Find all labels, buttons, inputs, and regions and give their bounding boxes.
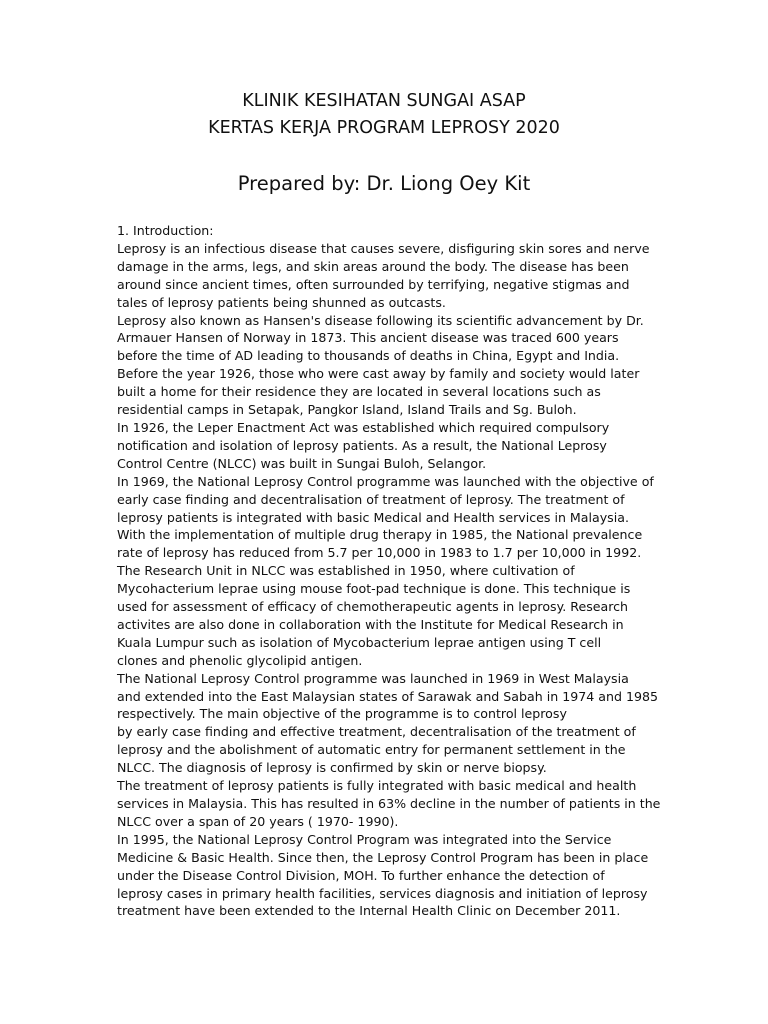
prepared-by: Prepared by: Dr. Liong Oey Kit — [237, 172, 531, 195]
text-line: In 1995, the National Leprosy Control Program was integrated into the Service — [117, 831, 612, 847]
text-line: early case finding and decentralisation of treatment of leprosy. The treatment of — [117, 491, 625, 507]
text-line: Leprosy also known as Hansen's disease following its scientific advancement by Dr. — [117, 312, 644, 328]
text-line: damage in the arms, legs, and skin areas around the body. The disease has been — [117, 258, 629, 274]
text-line: notification and isolation of leprosy patients. As a result, the National Leprosy — [117, 437, 607, 453]
text-line: by early case finding and effective treatment, decentralisation of the treatment of — [117, 724, 636, 740]
text-line: Before the year 1926, those who were cast away by family and society would later — [117, 366, 640, 382]
text-line: NLCC. The diagnosis of leprosy is confirmed by skin or nerve biopsy. — [117, 760, 547, 776]
text-line: clones and phenolic glycolipid antigen. — [117, 652, 363, 668]
text-line: residential camps in Setapak, Pangkor Island, Island Trails and Sg. Buloh. — [117, 402, 577, 418]
text-line: services in Malaysia. This has resulted in 63% decline in the number of patients in the — [117, 796, 661, 811]
text-line: With the implementation of multiple drug therapy in 1985, the National prevalence — [117, 527, 643, 543]
text-line: In 1969, the National Leprosy Control programme was launched with the objective of — [117, 473, 654, 489]
text-line: around since ancient times, often surrounded by terrifying, negative stigmas and — [117, 276, 630, 292]
text-line: Armauer Hansen of Norway in 1873. This ancient disease was traced 600 years — [117, 330, 619, 346]
text-line: before the time of AD leading to thousands of deaths in China, Egypt and India. — [117, 348, 620, 364]
text-line: The treatment of leprosy patients is fully integrated with basic medical and health — [117, 778, 637, 794]
text-line: under the Disease Control Division, MOH. To further enhance the detection of — [117, 867, 605, 883]
text-line: and extended into the East Malaysian states of Sarawak and Sabah in 1974 and 1985 — [117, 688, 658, 704]
text-line: leprosy cases in primary health facilities, services diagnosis and initiation of leprosy — [117, 885, 648, 901]
text-line: leprosy and the abolishment of automatic entry for permanent settlement in the — [117, 742, 626, 758]
text-line: Leprosy is an infectious disease that causes severe, disfiguring skin sores and nerve — [117, 240, 650, 256]
section-heading: 1. Introduction: — [117, 223, 214, 238]
text-line: built a home for their residence they are located in several locations such as — [117, 384, 601, 400]
paper-title: KERTAS KERJA PROGRAM LEPROSY 2020 — [208, 118, 560, 138]
text-line: leprosy patients is integrated with basic Medical and Health services in Malaysia. — [117, 509, 629, 525]
text-line: used for assessment of efficacy of chemotherapeutic agents in leprosy. Research — [117, 599, 629, 615]
text-line: activites are also done in collaboration with the Institute for Medical Research in — [117, 616, 624, 632]
text-line: NLCC over a span of 20 years ( 1970- 1990). — [117, 813, 399, 829]
text-line: The Research Unit in NLCC was established in 1950, where cultivation of — [117, 563, 575, 579]
text-line: tales of leprosy patients being shunned as outcasts. — [117, 294, 446, 310]
text-line: In 1926, the Leper Enactment Act was established which required compulsory — [117, 419, 610, 435]
text-line: rate of leprosy has reduced from 5.7 per 10,000 in 1983 to 1.7 per 10,000 in 1992. — [117, 545, 642, 561]
body-text — [117, 240, 677, 920]
text-line: Mycohacterium leprae using mouse foot-pad technique is done. This technique is — [117, 581, 631, 597]
text-line: Kuala Lumpur such as isolation of Mycobacterium leprae antigen using T cell — [117, 634, 602, 650]
text-line: Control Centre (NLCC) was built in Sungai Buloh, Selangor. — [117, 455, 487, 471]
clinic-title: KLINIK KESIHATAN SUNGAI ASAP — [242, 91, 526, 111]
text-line: treatment have been extended to the Internal Health Clinic on December 2011. — [117, 903, 621, 919]
introduction-section — [117, 222, 677, 920]
text-line: The National Leprosy Control programme was launched in 1969 in West Malaysia — [117, 670, 629, 686]
text-line: respectively. The main objective of the programme is to control leprosy — [117, 706, 567, 722]
text-line: Medicine & Basic Health. Since then, the Leprosy Control Program has been in place — [117, 849, 649, 865]
